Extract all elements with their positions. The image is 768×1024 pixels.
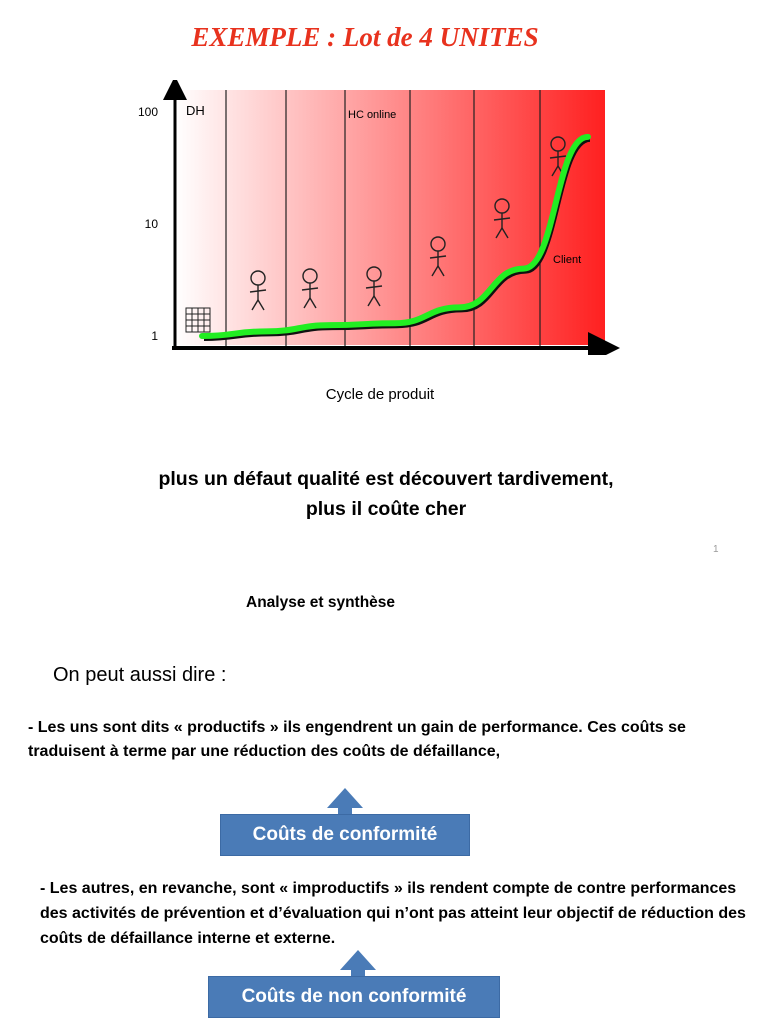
stage-label: Client	[553, 254, 582, 266]
paragraph-productive: - Les uns sont dits « productifs » ils engendrent un gain de performance. Ces coûts se traduisent à terme par une réduction des coûts de défaillance,	[28, 719, 686, 760]
arrow-up-2	[340, 950, 376, 970]
y-tick-label: 10	[144, 217, 158, 231]
slide-number: 1	[713, 544, 719, 555]
headline	[0, 464, 768, 524]
y-tick-label: 1	[151, 329, 158, 343]
intro-text: On peut aussi dire :	[53, 664, 227, 686]
arrow-up-1	[327, 788, 363, 808]
y-tick-label: 100	[137, 105, 158, 119]
headline-line-2: plus il coûte cher	[305, 498, 467, 520]
headline-line-1: plus un défaut qualité est découvert tardivement,	[158, 468, 614, 490]
stage-label: HC online	[348, 109, 397, 121]
section-title: Analyse et synthèse	[246, 594, 396, 611]
cost-chart	[120, 80, 620, 355]
page-title: EXEMPLE : Lot de 4 UNITES	[191, 22, 539, 52]
chart-caption: Cycle de produit	[325, 386, 435, 403]
paragraph-unproductive: - Les autres, en revanche, sont « improductifs » ils rendent compte de contre performances des activités de prévention et d’évaluation qui n’ont pas atteint leur objectif de réduction des coûts de défaillance interne et externe.	[40, 880, 746, 947]
stage-label: DH	[186, 103, 205, 118]
conformity-cost-box: Coûts de conformité	[220, 814, 470, 856]
y-tick-labels	[138, 105, 158, 343]
non-conformity-cost-box: Coûts de non conformité	[208, 976, 500, 1018]
